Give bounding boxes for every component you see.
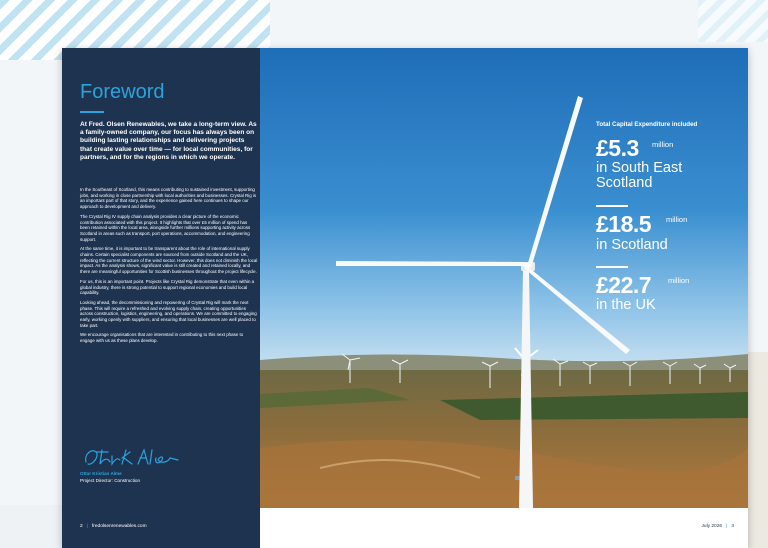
stat-divider [596, 266, 628, 268]
stat-place: in Scotland [596, 237, 668, 253]
paragraph: At the same time, it is important to be transparent about the role of international supply chains. Certain specialist components are sourced from outside Scotland and the UK, reflecting the current structure of the wind sector. However, this does not diminish the local impact. As the analysis shows, significant value is still created and retained locally, and there are meaningful opportunities for Scottish businesses throughout the project lifecycle. [80, 246, 258, 275]
stat-divider [596, 205, 628, 207]
body-text [80, 187, 258, 348]
footer-left [80, 524, 147, 529]
paragraph: Looking ahead, the decommissioning and repowering of Crystal Rig will mark the next phase. This will require a refreshed and evolving supply chain, creating opportunities across construction, logistics, engineering, and operations. We are committed to engaging early, working openly with suppliers, and ensuring that local businesses are well placed to take part. [80, 299, 257, 328]
paragraph: In the Southeast of Scotland, this means contributing to sustained investment, supporting jobs, and working in close partnership with local authorities and businesses. Crystal Rig is an important part of that story, and the experience gained here continues to shape our approach to development and delivery. [80, 187, 257, 210]
signature-image [82, 446, 182, 470]
stat-uk [596, 272, 690, 313]
brochure-spread [62, 48, 748, 548]
lead-paragraph: At Fred. Olsen Renewables, we take a long-term view. As a family-owned company, our focus has always been on building lasting relationships and delivering projects that create value over time — for local communities, for partners, and for the regions in which we operate. [80, 121, 257, 161]
stats-panel [596, 121, 698, 313]
page-number: 2 [80, 524, 83, 529]
left-page [62, 48, 260, 548]
stat-amount: £22.7 [596, 272, 652, 298]
page-number: 3 [731, 524, 734, 529]
stats-heading: Total Capital Expenditure included [596, 121, 698, 128]
stat-unit: million [668, 276, 690, 285]
background-block-left [0, 505, 62, 548]
footer-divider: | [726, 524, 728, 529]
stat-unit: million [652, 140, 674, 149]
title-rule [80, 111, 104, 113]
page-title: Foreword [80, 81, 165, 103]
footer-divider: | [86, 524, 88, 529]
stat-amount: £5.3 [596, 135, 639, 161]
footer-right [702, 524, 734, 529]
decorative-stripes-right [698, 0, 768, 42]
paragraph: The Crystal Rig IV supply chain analysis provides a clear picture of the economic contribution associated with this project. It highlights that over £5 million of spend has been retained within the local area, alongside further millions supporting activity across Scotland in areas such as transport, port operations, accommodation, and engineering support. [80, 213, 251, 242]
paragraph: We encourage organisations that are interested in contributing to this next phase to engage with us as these plans develop. [80, 332, 244, 344]
signatory-name: Ottar Kristian Alme [80, 471, 122, 476]
signatory-role: Project Director: Construction [80, 478, 140, 483]
issue-date: July 2026 [701, 524, 723, 529]
right-page [260, 48, 748, 548]
stat-place-2: Scotland [596, 175, 653, 191]
stat-unit: million [666, 215, 688, 224]
stat-south-east [596, 135, 683, 191]
paragraph: For us, this is an important point. Projects like Crystal Rig demonstrate that even within a global industry, there is strong potential to support regional economies and build local capability. [80, 278, 255, 296]
website-link[interactable]: fredolsenrenewables.com [91, 524, 147, 529]
stat-scotland [596, 211, 688, 253]
background-block [746, 352, 768, 548]
stat-place: in the UK [596, 297, 656, 313]
stat-place: in South East [596, 160, 683, 176]
stat-amount: £18.5 [596, 211, 652, 237]
